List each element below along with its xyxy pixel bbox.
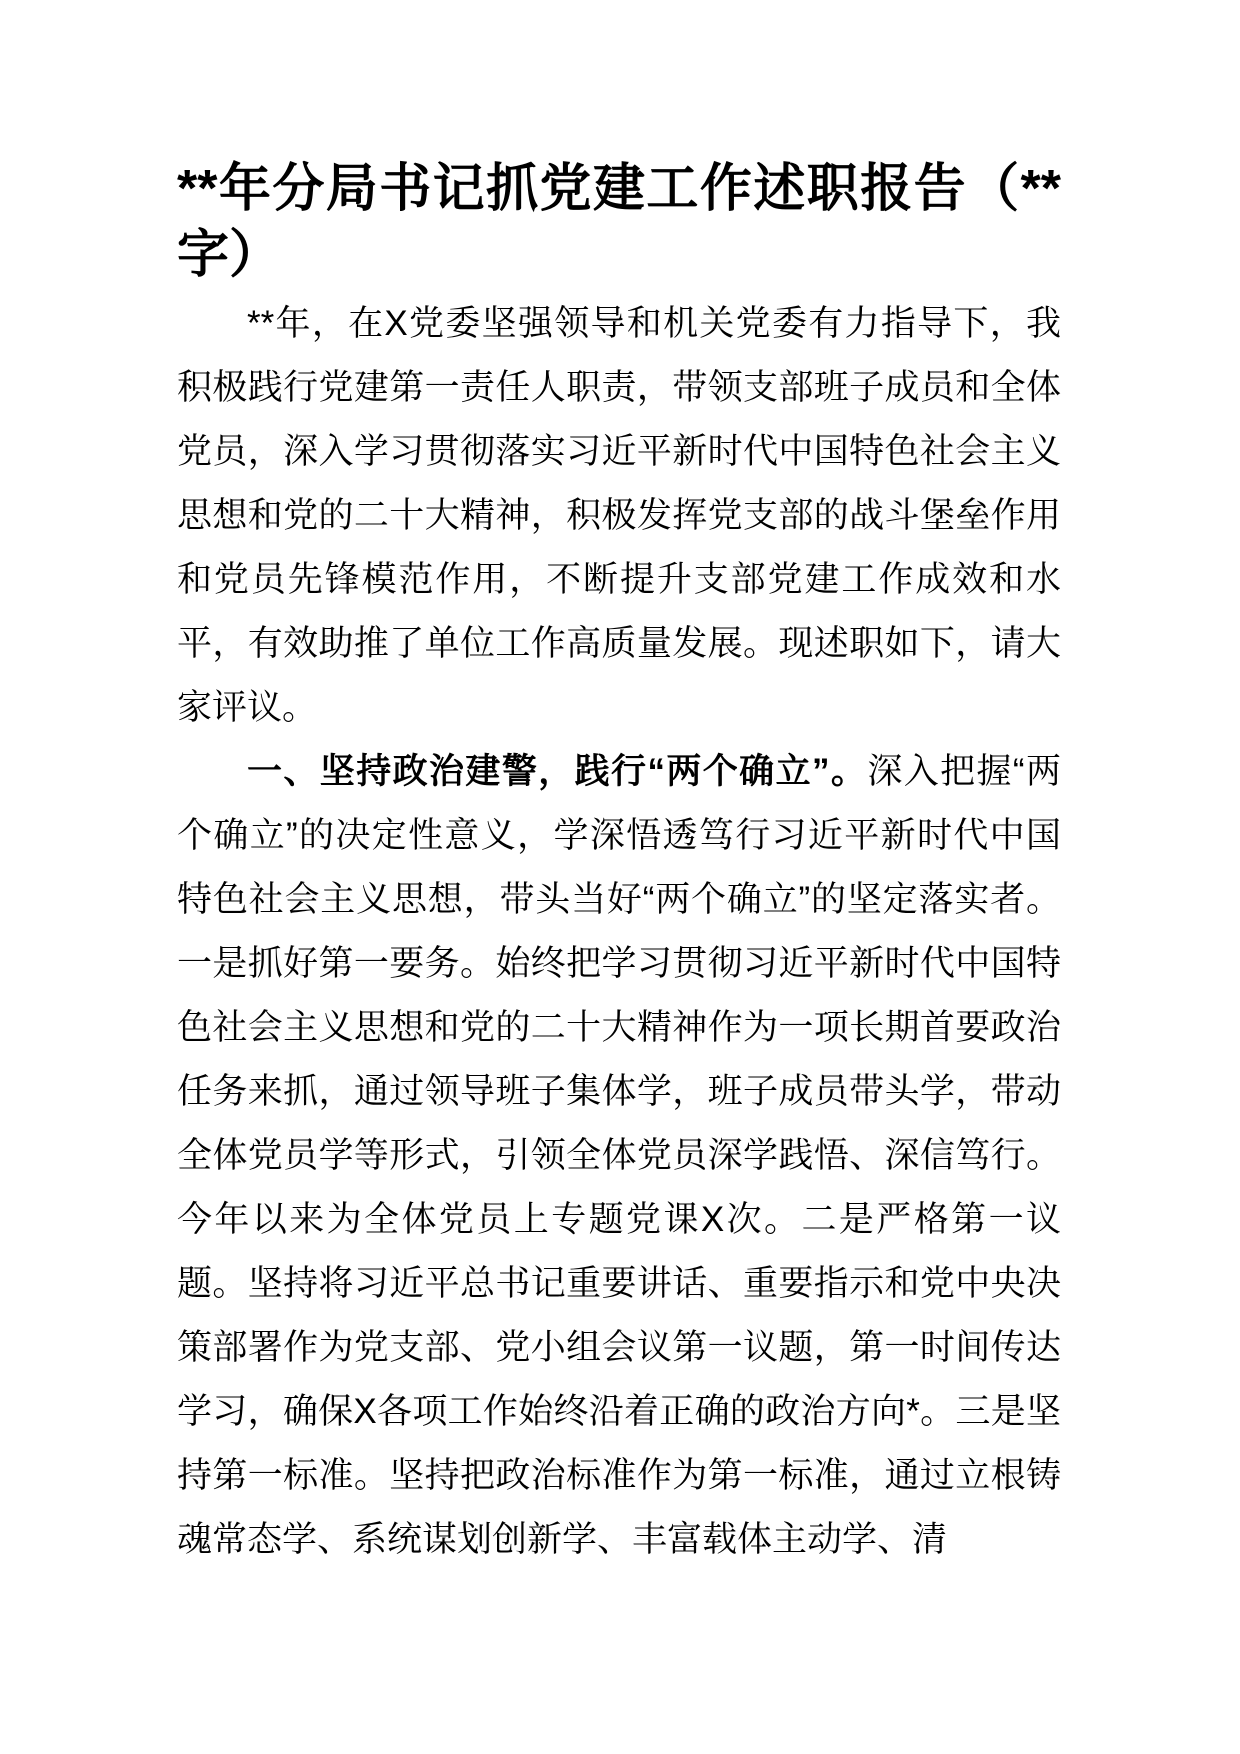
paragraph-section-1: [177, 740, 1061, 1572]
section-1-heading: 一、坚持政治建警，践行“两个确立”。: [247, 752, 868, 791]
document-body: [177, 156, 1061, 1572]
paragraph-intro: [177, 292, 1061, 740]
section-1-text: 深入把握“两个确立”的决定性意义，学深悟透笃行习近平新时代中国特色社会主义思想，带头当好“两个确立”的坚定落实者。一是抓好第一要务。始终把学习贯彻习近平新时代中国特色社会主义思想和党的二十大精神作为一项长期首要政治任务来抓，通过领导班子集体学，班子成员带头学，带动全体党员学等形式，引领全体党员深学践悟、深信笃行。今年以来为全体党员上专题党课X次。二是严格第一议题。坚持将习近平总书记重要讲话、重要指示和党中央决策部署作为党支部、党小组会议第一议题，第一时间传达学习，确保X各项工作始终沿着正确的政治方向*。三是坚持第一标准。坚持把政治标准作为第一标准，通过立根铸魂常态学、系统谋划创新学、丰富载体主动学、清: [177, 752, 1061, 1559]
document-title: **年分局书记抓党建工作述职报告（**字）: [177, 160, 1061, 284]
paragraph-intro-text: **年，在X党委坚强领导和机关党委有力指导下，我积极践行党建第一责任人职责，带领支部班子成员和全体党员，深入学习贯彻落实习近平新时代中国特色社会主义思想和党的二十大精神，积极发挥党支部的战斗堡垒作用和党员先锋模范作用，不断提升支部党建工作成效和水平，有效助推了单位工作高质量发展。现述职如下，请大家评议。: [177, 304, 1061, 727]
